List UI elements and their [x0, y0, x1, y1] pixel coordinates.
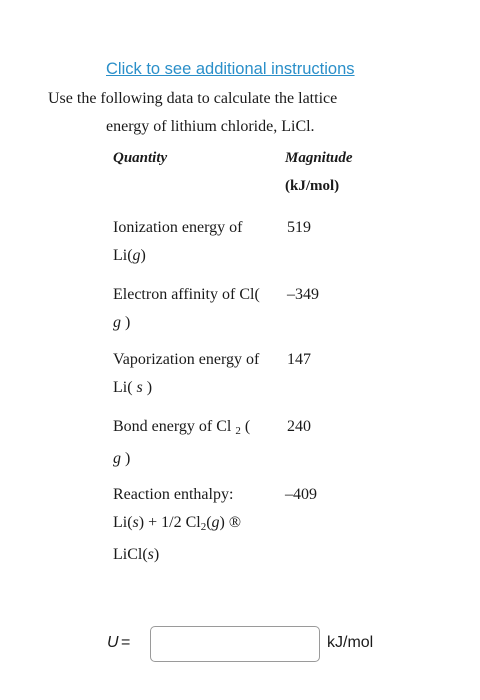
additional-instructions-link[interactable]: Click to see additional instructions	[106, 60, 355, 78]
text: Li(	[113, 247, 133, 264]
quantity-line: Electron affinity of Cl(	[113, 286, 260, 303]
subscript: 2	[200, 521, 207, 533]
text: )	[140, 247, 146, 264]
lattice-energy-symbol: U	[107, 634, 119, 651]
quantity-electron-affinity	[113, 281, 283, 337]
intro-text-line1: Use the following data to calculate the lattice	[48, 90, 338, 107]
quantity-line: Reaction enthalpy:	[113, 486, 234, 503]
state-symbol: s	[147, 546, 154, 563]
quantity-bond-energy	[113, 413, 283, 473]
text: Li(	[113, 379, 137, 396]
quantity-line	[113, 509, 288, 541]
text: )	[142, 379, 153, 396]
quantity-line	[113, 374, 283, 402]
equals-sign: =	[121, 634, 131, 651]
text: (	[240, 418, 251, 435]
value-reaction-enthalpy: –409	[285, 486, 317, 503]
quantity-ionization-energy	[113, 214, 283, 270]
quantity-line: Vaporization energy of	[113, 351, 260, 368]
text: (	[206, 514, 212, 531]
header-magnitude: Magnitude	[285, 150, 353, 166]
quantity-vaporization-energy	[113, 346, 283, 402]
value-bond-energy: 240	[287, 418, 311, 435]
quantity-line	[113, 541, 288, 569]
text: )	[153, 546, 160, 563]
quantity-reaction-enthalpy	[113, 481, 288, 569]
text: )	[121, 314, 131, 331]
answer-unit: kJ/mol	[327, 634, 374, 651]
text: )	[121, 450, 131, 467]
value-electron-affinity: –349	[287, 286, 319, 303]
quantity-line	[113, 413, 283, 445]
text: Li(	[113, 514, 133, 531]
state-symbol: g	[113, 450, 121, 467]
state-symbol: s	[136, 379, 143, 396]
state-symbol: g	[113, 314, 121, 331]
value-ionization-energy: 519	[287, 219, 311, 236]
text: LiCl(	[113, 546, 148, 563]
text: ) + 1/2 Cl	[138, 514, 201, 531]
value-vaporization-energy: 147	[287, 351, 311, 368]
subscript: 2	[235, 425, 241, 437]
header-quantity: Quantity	[113, 150, 168, 166]
text: Bond energy of Cl	[113, 418, 236, 435]
quantity-line	[113, 309, 283, 337]
quantity-line: Ionization energy of	[113, 219, 243, 236]
state-symbol: g	[132, 247, 141, 264]
state-symbol: s	[132, 514, 139, 531]
quantity-line	[113, 242, 283, 270]
text: ) ®	[219, 514, 242, 531]
intro-text-line2: energy of lithium chloride, LiCl.	[106, 118, 315, 135]
state-symbol: g	[211, 514, 220, 531]
header-unit: (kJ/mol)	[285, 178, 340, 194]
quantity-line	[113, 445, 283, 473]
lattice-energy-input[interactable]	[150, 626, 320, 662]
